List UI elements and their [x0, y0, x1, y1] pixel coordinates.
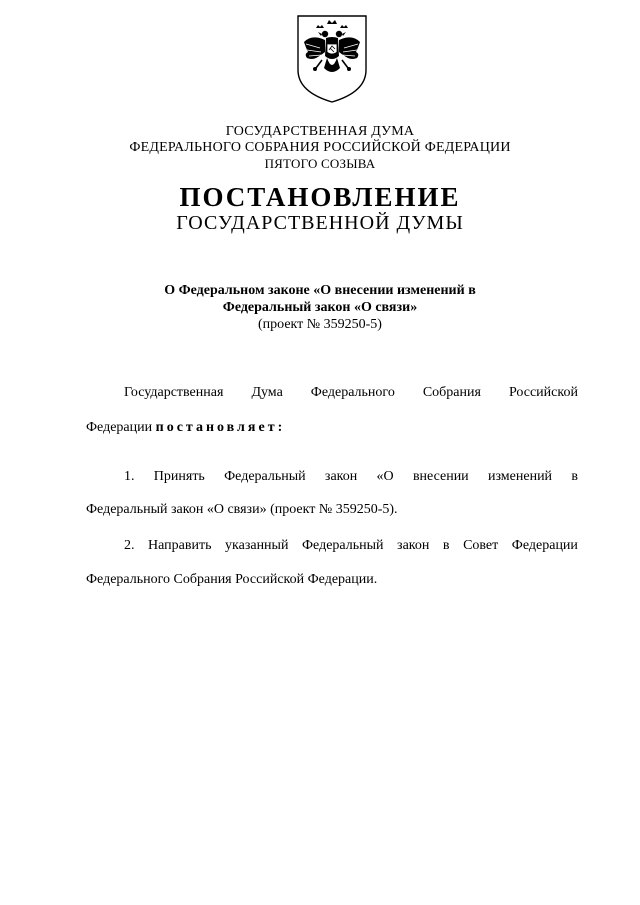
item-word: 1.: [124, 469, 135, 484]
item-word: Федеральный: [301, 538, 384, 553]
document-subtitle: ГОСУДАРСТВЕННОЙ ДУМЫ: [176, 212, 464, 234]
item-2-line-1: [124, 538, 578, 554]
item-word: внесении: [412, 469, 469, 484]
preamble-word: Российской: [508, 385, 578, 400]
document-title: ПОСТАНОВЛЕНИЕ: [179, 182, 461, 212]
header-line-1: ГОСУДАРСТВЕННАЯ ДУМА: [225, 124, 415, 139]
item-word: Направить: [148, 538, 212, 553]
item-word: Совет: [463, 538, 499, 553]
item-1-line-1: [124, 469, 578, 485]
item-word: Федерации: [511, 538, 578, 553]
preamble-line-1: [124, 385, 578, 401]
header-line-3: ПЯТОГО СОЗЫВА: [264, 156, 376, 171]
subject-line-3: (проект № 359250-5): [258, 317, 382, 332]
preamble-word: Собрания: [422, 385, 481, 400]
preamble-word: Федерального: [310, 385, 395, 400]
item-word: закон: [397, 538, 430, 553]
item-word: в: [442, 538, 450, 553]
item-word: закон: [324, 469, 358, 484]
item-1-line-2: Федеральный закон «О связи» (проект № 359250-5).: [86, 502, 398, 517]
item-word: указанный: [225, 538, 289, 553]
subject-line-2: Федеральный закон «О связи»: [222, 300, 418, 315]
preamble-line-2-start: Федерации: [86, 420, 153, 435]
item-2-line-2: Федерального Собрания Российской Федерации.: [86, 572, 378, 587]
subject-line-1: О Федеральном законе «О внесении изменений в: [164, 283, 476, 298]
item-word: Федеральный: [224, 469, 306, 484]
item-word: «О: [376, 469, 394, 484]
item-word: в: [571, 469, 578, 484]
item-word: изменений: [487, 469, 553, 484]
resolves-word: постановляет:: [155, 420, 286, 435]
preamble-line-2: [86, 420, 285, 436]
item-word: 2.: [124, 538, 135, 553]
item-word: Принять: [153, 469, 205, 484]
header-line-2: ФЕДЕРАЛЬНОГО СОБРАНИЯ РОССИЙСКОЙ ФЕДЕРАЦИИ: [129, 140, 511, 155]
preamble-word: Государственная: [124, 385, 224, 400]
coat-of-arms-icon: [294, 12, 370, 104]
preamble-word: Дума: [251, 385, 283, 400]
